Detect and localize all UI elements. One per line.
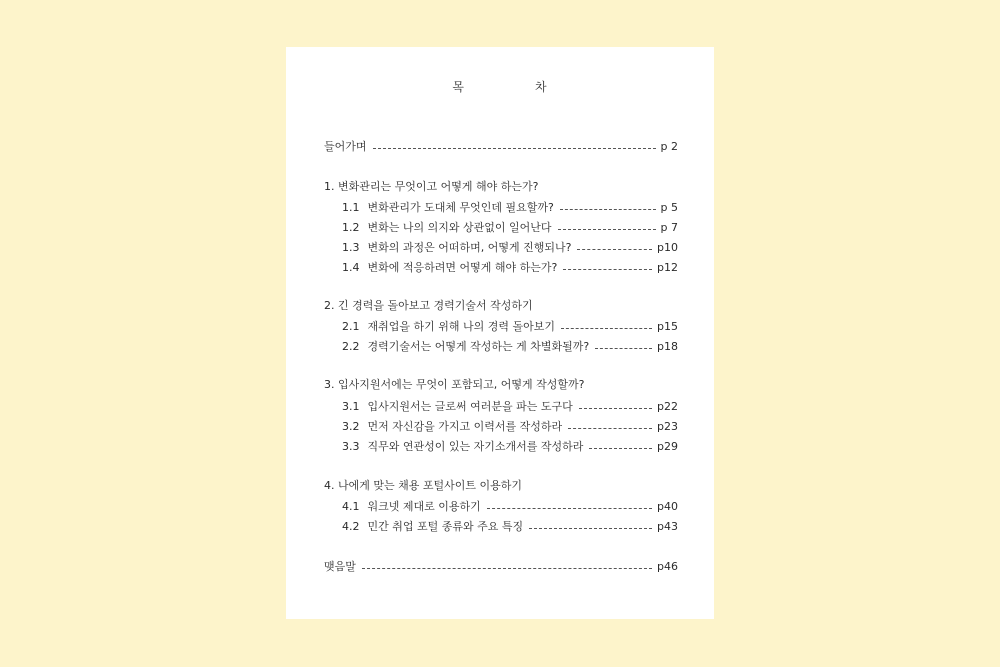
toc-entry-label: 변화관리가 도대체 무엇인데 필요할까? — [367, 201, 554, 214]
toc-entry-label: 직무와 연관성이 있는 자기소개서를 작성하라 — [367, 440, 584, 453]
toc-entry-label: 맺음말 — [324, 560, 356, 573]
toc-entry-number: 1.2 — [342, 221, 360, 234]
toc-entry-number: 2.1 — [342, 320, 360, 333]
toc-entry-page: p43 — [657, 520, 678, 533]
leader-dots — [362, 568, 652, 569]
toc-entry-label: 변화에 적응하려면 어떻게 해야 하는가? — [367, 261, 558, 274]
section-heading-2: 2. 긴 경력을 돌아보고 경력기술서 작성하기 — [324, 299, 533, 312]
leader-dots — [529, 528, 652, 529]
toc-entry-1-2 — [342, 221, 678, 235]
toc-entry-number: 1.1 — [342, 201, 360, 214]
toc-entry-1-1 — [342, 201, 678, 215]
leader-dots — [563, 269, 652, 270]
toc-entry-1-3 — [342, 241, 678, 255]
toc-entry-number: 3.2 — [342, 420, 360, 433]
toc-entry-page: p 7 — [660, 221, 678, 234]
toc-entry-page: p22 — [657, 400, 678, 413]
section-heading-1: 1. 변화관리는 무엇이고 어떻게 해야 하는가? — [324, 180, 539, 193]
toc-entry-4-2 — [342, 520, 678, 534]
toc-entry-number: 4.1 — [342, 500, 360, 513]
toc-entry-page: p40 — [657, 500, 678, 513]
leader-dots — [558, 229, 656, 230]
leader-dots — [561, 328, 652, 329]
toc-entry-number: 1.4 — [342, 261, 360, 274]
toc-entry-label: 변화의 과정은 어떠하며, 어떻게 진행되나? — [367, 241, 572, 254]
toc-entry-page: p29 — [657, 440, 678, 453]
leader-dots — [568, 428, 652, 429]
leader-dots — [373, 148, 656, 149]
toc-title-char-2: 차 — [535, 80, 548, 94]
toc-entry-label: 변화는 나의 의지와 상관없이 일어난다 — [367, 221, 552, 234]
toc-entry-outro — [324, 560, 678, 574]
toc-entry-page: p 5 — [660, 201, 678, 214]
toc-entry-3-2 — [342, 420, 678, 434]
toc-entry-number: 4.2 — [342, 520, 360, 533]
toc-entry-number: 1.3 — [342, 241, 360, 254]
toc-title-char-1: 목 — [452, 80, 465, 94]
toc-entry-2-1 — [342, 320, 678, 334]
toc-title — [286, 78, 714, 95]
toc-entry-label: 경력기술서는 어떻게 작성하는 게 차별화될까? — [367, 340, 590, 353]
toc-entry-number: 2.2 — [342, 340, 360, 353]
toc-entry-page: p46 — [657, 560, 678, 573]
toc-entry-page: p10 — [657, 241, 678, 254]
toc-entry-2-2 — [342, 340, 678, 354]
section-heading-3: 3. 입사지원서에는 무엇이 포함되고, 어떻게 작성할까? — [324, 378, 585, 391]
toc-entry-page: p18 — [657, 340, 678, 353]
toc-entry-1-4 — [342, 261, 678, 275]
toc-entry-label: 민간 취업 포털 종류와 주요 특징 — [367, 520, 524, 533]
leader-dots — [589, 448, 652, 449]
toc-entry-label: 들어가며 — [324, 140, 367, 153]
leader-dots — [577, 249, 652, 250]
toc-entry-page: p12 — [657, 261, 678, 274]
toc-entry-label: 먼저 자신감을 가지고 이력서를 작성하라 — [367, 420, 563, 433]
toc-entry-label: 입사지원서는 글로써 여러분을 파는 도구다 — [367, 400, 573, 413]
toc-entry-intro — [324, 140, 678, 154]
toc-entry-label: 재취업을 하기 위해 나의 경력 돌아보기 — [367, 320, 555, 333]
toc-entry-3-3 — [342, 440, 678, 454]
toc-entry-3-1 — [342, 400, 678, 414]
toc-entry-page: p15 — [657, 320, 678, 333]
leader-dots — [579, 408, 652, 409]
toc-entry-page: p23 — [657, 420, 678, 433]
leader-dots — [560, 209, 656, 210]
toc-entry-4-1 — [342, 500, 678, 514]
document-page — [286, 47, 714, 619]
toc-entry-page: p 2 — [660, 140, 678, 153]
section-heading-4: 4. 나에게 맞는 채용 포털사이트 이용하기 — [324, 479, 522, 492]
leader-dots — [487, 508, 652, 509]
toc-entry-number: 3.1 — [342, 400, 360, 413]
toc-entry-label: 워크넷 제대로 이용하기 — [367, 500, 481, 513]
toc-entry-number: 3.3 — [342, 440, 360, 453]
leader-dots — [595, 348, 652, 349]
